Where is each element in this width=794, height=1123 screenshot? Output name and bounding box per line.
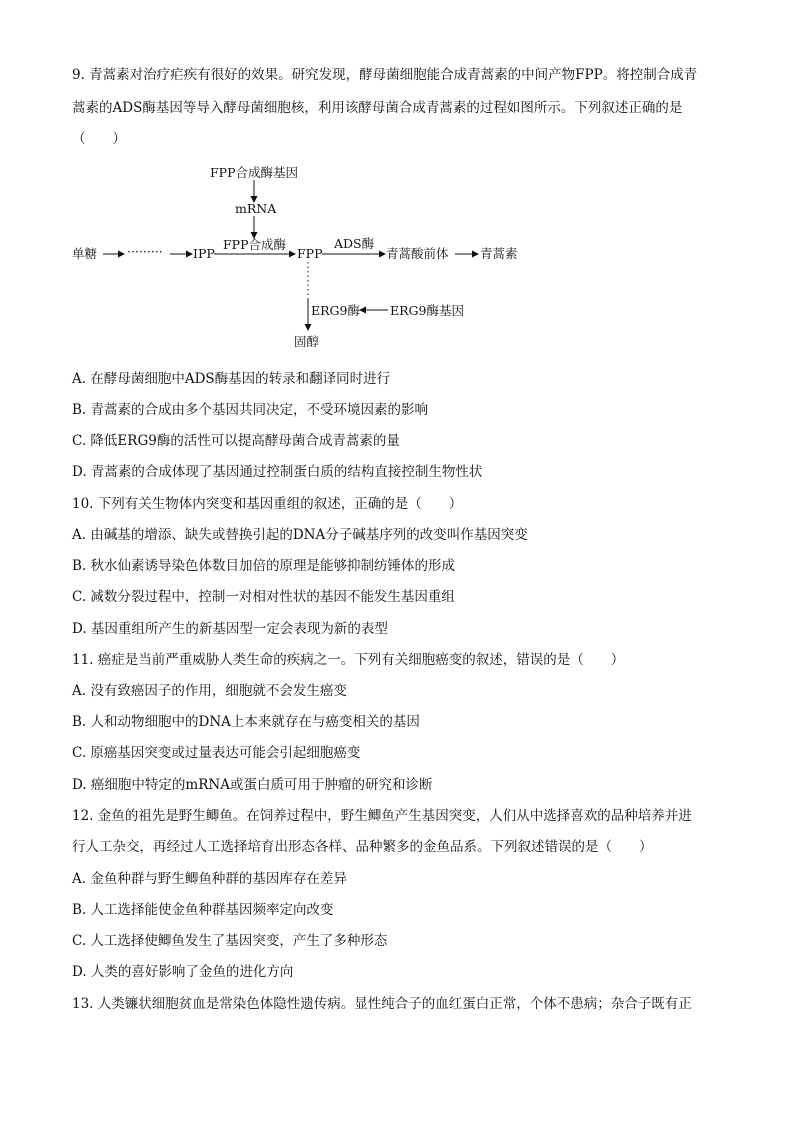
q10-option-b: B. 秋水仙素诱导染色体数目加倍的原理是能够抑制纺锤体的形成: [72, 558, 456, 574]
dots-label: ·········: [127, 244, 163, 259]
sterol-label: 固醇: [294, 334, 320, 349]
q11-option-d: D. 癌细胞中特定的mRNA或蛋白质可用于肿瘤的研究和诊断: [72, 777, 433, 793]
artemisinin-pathway-diagram: [70, 158, 540, 358]
q9-answer-blank: （ ）: [72, 131, 126, 147]
ipp-label: IPP: [193, 246, 215, 261]
q10-option-c: C. 减数分裂过程中，控制一对相对性状的基因不能发生基因重组: [72, 589, 455, 605]
erg9-enzyme-label: ERG9酶: [311, 303, 360, 318]
q9-stem-line-2: 蒿素的ADS酶基因等导入酵母菌细胞核，利用该酵母菌合成青蒿素的过程如图所示。下列叙述正确的是: [72, 100, 683, 116]
q12-stem-line-1: 12. 金鱼的祖先是野生鲫鱼。在饲养过程中，野生鲫鱼产生基因突变，人们从中选择喜欢的品种培养并进: [72, 808, 692, 824]
sugar-label: 单糖: [72, 246, 98, 261]
q9-option-d: D. 青蒿素的合成体现了基因通过控制蛋白质的结构直接控制生物性状: [72, 464, 483, 480]
q10-option-d: D. 基因重组所产生的新基因型一定会表现为新的表型: [72, 621, 388, 637]
q13-stem-line-1: 13. 人类镰状细胞贫血是常染色体隐性遗传病。显性纯合子的血红蛋白正常，个体不患病；杂合子既有正: [72, 996, 692, 1012]
fpp-synthase-gene-label: FPP合成酶基因: [210, 165, 298, 180]
q10-stem: 10. 下列有关生物体内突变和基因重组的叙述，正确的是（ ）: [72, 496, 463, 512]
precursor-label: 青蒿酸前体: [386, 246, 449, 261]
q12-option-a: A. 金鱼种群与野生鲫鱼种群的基因库存在差异: [72, 871, 347, 887]
q11-option-a: A. 没有致癌因子的作用，细胞就不会发生癌变: [72, 683, 347, 699]
mrna-label: mRNA: [235, 201, 277, 216]
erg9-gene-label: ERG9酶基因: [390, 303, 464, 318]
q9-option-a: A. 在酵母菌细胞中ADS酶基因的转录和翻译同时进行: [72, 371, 391, 387]
q9-stem-line-1: 9. 青蒿素对治疗疟疾有很好的效果。研究发现，酵母菌细胞能合成青蒿素的中间产物FPP。将控制合成青: [72, 67, 698, 83]
fpp-label: FPP: [297, 246, 323, 261]
q12-option-c: C. 人工选择使鲫鱼发生了基因突变，产生了多种形态: [72, 933, 388, 949]
q11-stem: 11. 癌症是当前严重威胁人类生命的疾病之一。下列有关细胞癌变的叙述，错误的是（ ）: [72, 652, 625, 668]
artemisinin-label: 青蒿素: [480, 246, 518, 261]
q12-stem-line-2: 行人工杂交，再经过人工选择培育出形态各样、品种繁多的金鱼品系。下列叙述错误的是（ ）: [72, 839, 653, 855]
q9-option-b: B. 青蒿素的合成由多个基因共同决定，不受环境因素的影响: [72, 402, 429, 418]
q12-option-d: D. 人类的喜好影响了金鱼的进化方向: [72, 964, 294, 980]
q9-option-c: C. 降低ERG9酶的活性可以提高酵母菌合成青蒿素的量: [72, 433, 400, 449]
q12-option-b: B. 人工选择能使金鱼种群基因频率定向改变: [72, 902, 334, 918]
q10-option-a: A. 由碱基的增添、缺失或替换引起的DNA分子碱基序列的改变叫作基因突变: [72, 527, 528, 543]
q11-option-b: B. 人和动物细胞中的DNA上本来就存在与癌变相关的基因: [72, 714, 420, 730]
q11-option-c: C. 原癌基因突变或过量表达可能会引起细胞癌变: [72, 745, 361, 761]
ads-enzyme-label: ADS酶: [334, 236, 375, 251]
fpp-synthase-label: FPP合成酶: [223, 237, 286, 252]
